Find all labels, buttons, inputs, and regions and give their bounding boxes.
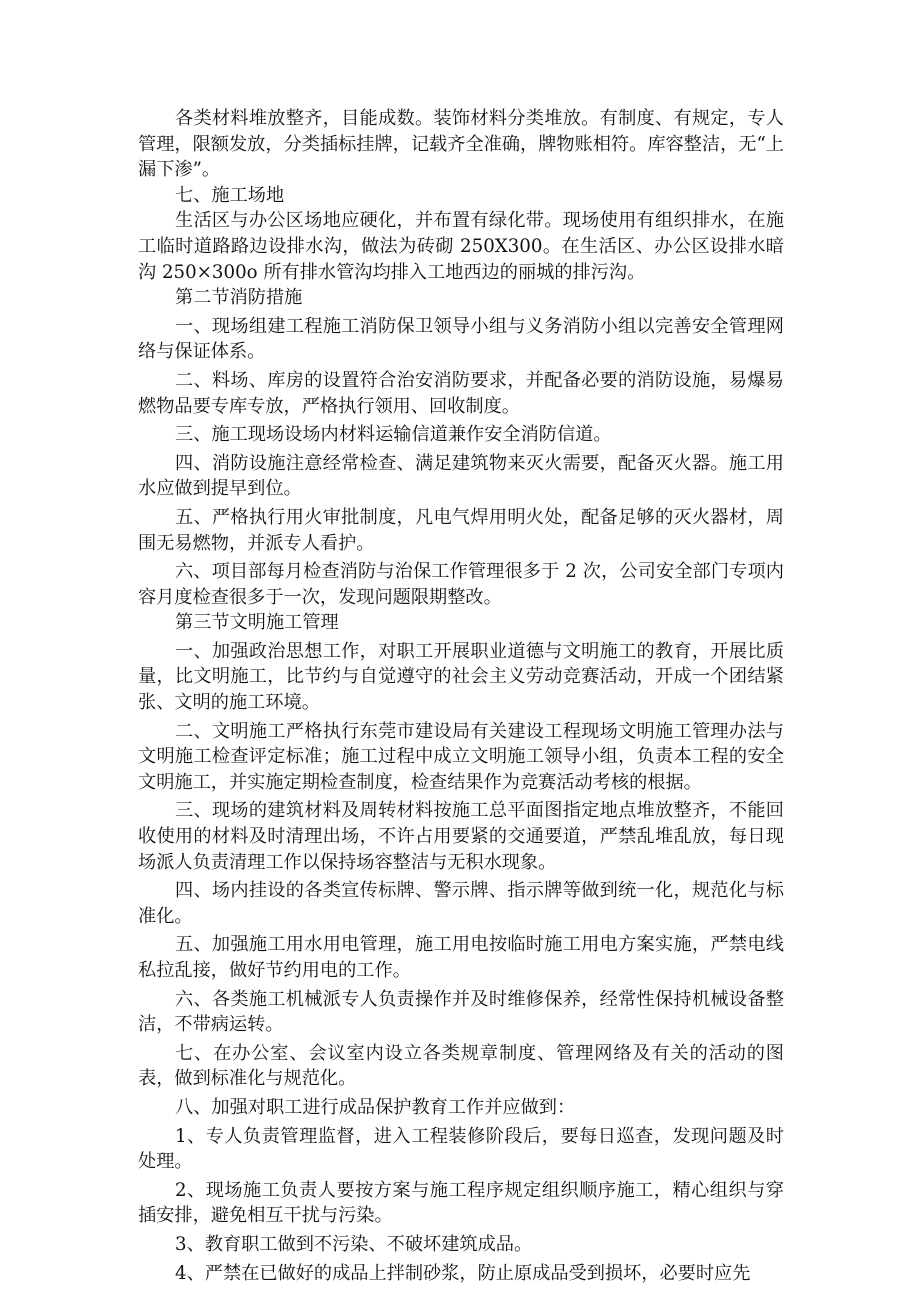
paragraph-protection-item-3: 3、教育职工做到不污染、不破坏建筑成品。 [175,1233,533,1255]
paragraph-site-hardening: 生活区与办公区场地应硬化，并布置有绿化带。现场使用有组织排水，在施工临时道路路边设排水沟，做法为砖砌 250X300。在生活区、办公区设排水暗沟 250×300o 所有排水管沟均排入工地西边的丽城的排污沟。 [138,210,784,283]
paragraph-civil-item-1: 一、加强政治思想工作，对职工开展职业道德与文明施工的教育，开展比质量，比文明施工，比节约与自觉遵守的社会主义劳动竞赛活动，开成一个团结紧张、文明的施工环境。 [138,640,784,714]
heading-section-2-fire-protection: 第二节消防措施 [175,287,303,309]
paragraph-protection-item-1: 1、专人负责管理监督，进入工程装修阶段后，要每日巡查，发现问题及时处理。 [138,1125,784,1173]
paragraph-fire-item-1: 一、现场组建工程施工消防保卫领导小组与义务消防小组以完善安全管理网络与保证体系。 [138,315,784,363]
paragraph-fire-item-3: 三、施工现场设场内材料运输信道兼作安全消防信道。 [175,424,612,446]
paragraph-protection-item-4: 4、严禁在已做好的成品上拌制砂浆，防止原成品受到损坏，必要时应先 [175,1262,751,1284]
heading-construction-site: 七、施工场地 [175,184,285,206]
paragraph-fire-item-5: 五、严格执行用火审批制度，凡电气焊用明火处，配备足够的灭火器材，周围无易燃物，并派专人看护。 [138,506,784,554]
paragraph-civil-item-7: 七、在办公室、会议室内设立各类规章制度、管理网络及有关的活动的图表，做到标准化与规范化。 [138,1042,784,1090]
paragraph-protection-item-2: 2、现场施工负责人要按方案与施工程序规定组织顺序施工，精心组织与穿插安排，避免相互干扰与污染。 [138,1179,784,1227]
paragraph-material-storage: 各类材料堆放整齐，目能成数。装饰材料分类堆放。有制度、有规定，专人管理，限额发放，分类插标挂牌，记载齐全准确，牌物账相符。库容整洁，无“上漏下渗”。 [138,108,784,181]
paragraph-fire-item-6: 六、项目部每月检查消防与治保工作管理很多于 2 次，公司安全部门专项内容月度检查很多于一次，发现问题限期整改。 [138,561,784,608]
paragraph-civil-item-5: 五、加强施工用水用电管理，施工用电按临时施工用电方案实施，严禁电线私拉乱接，做好节约用电的工作。 [138,934,784,981]
heading-section-3-civilized-construction: 第三节文明施工管理 [175,612,339,634]
paragraph-civil-item-4: 四、场内挂设的各类宣传标牌、警示牌、指示牌等做到统一化，规范化与标准化。 [138,880,784,927]
paragraph-civil-item-8: 八、加强对职工进行成品保护教育工作并应做到： [175,1096,576,1118]
paragraph-fire-item-2: 二、料场、库房的设置符合治安消防要求，并配备必要的消防设施，易爆易燃物品要专库专放，严格执行领用、回收制度。 [138,369,784,417]
paragraph-fire-item-4: 四、消防设施注意经常检查、满足建筑物来灭火需要，配备灭火器。施工用水应做到提早到位。 [138,452,784,500]
paragraph-civil-item-2: 二、文明施工严格执行东莞市建设局有关建设工程现场文明施工管理办法与文明施工检查评定标准；施工过程中成立文明施工领导小组，负责本工程的安全文明施工，并实施定期检查制度，检查结果作为竞赛活动考核的根据。 [138,720,784,793]
document-page [138,106,784,1286]
paragraph-civil-item-3: 三、现场的建筑材料及周转材料按施工总平面图指定地点堆放整齐，不能回收使用的材料及时清理出场，不许占用要紧的交通要道，严禁乱堆乱放，每日现场派人负责清理工作以保持场容整洁与无积水现象。 [138,800,784,873]
paragraph-civil-item-6: 六、各类施工机械派专人负责操作并及时维修保养，经常性保持机械设备整洁，不带病运转。 [138,988,784,1036]
